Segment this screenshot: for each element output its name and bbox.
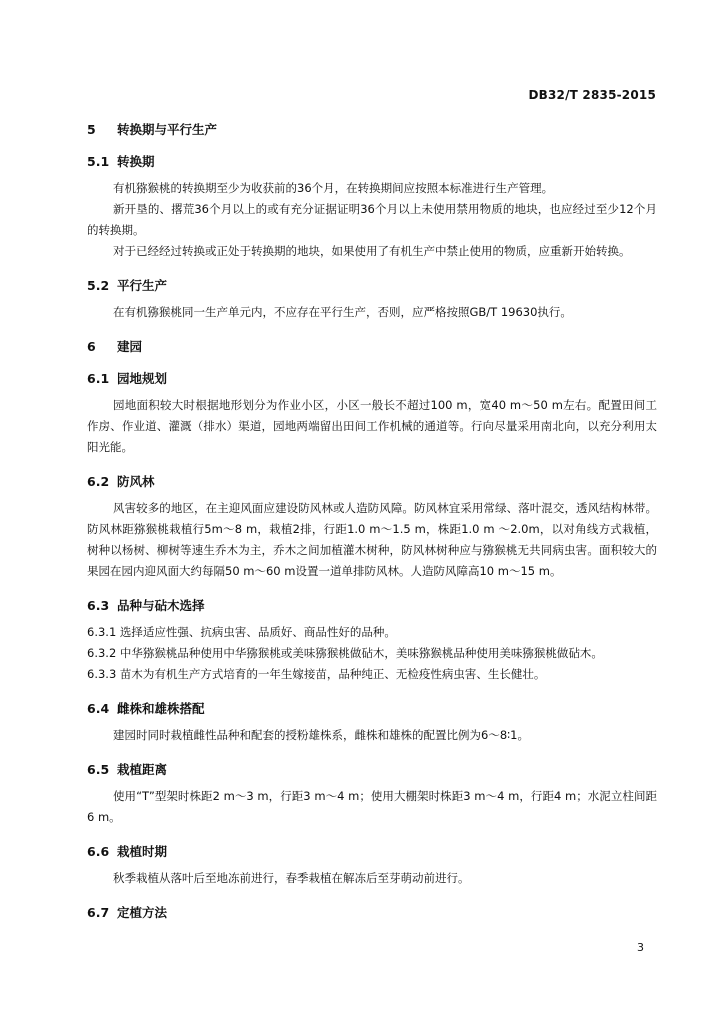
paragraph: 园地面积较大时根据地形划分为作业小区，小区一般长不超过100 m，宽40 m～50 m左右。配置田间工作房、作业道、灌溉（排水）渠道，园地两端留出田间工作机械的通道等。行向尽量采用南北向，以充分利用太阳光能。 <box>87 398 657 454</box>
section-6-7-title: 定植方法 <box>117 905 168 920</box>
paragraph: 使用“T”型架时株距2 m～3 m，行距3 m～4 m；使用大棚架时株距3 m～4 m，行距4 m；水泥立柱间距6 m。 <box>87 789 657 824</box>
page-number: 3 <box>637 941 644 954</box>
document-code: DB32/T 2835-2015 <box>528 88 656 102</box>
list-item: 6.3.1 选择适应性强、抗病虫害、品质好、商品性好的品种。 <box>87 625 396 639</box>
section-5-2-number: 5.2 <box>87 278 110 293</box>
section-6-3-heading <box>87 596 657 614</box>
section-6-7-number: 6.7 <box>87 905 110 920</box>
section-6-5-number: 6.5 <box>87 762 110 777</box>
section-5-1-heading <box>87 152 657 170</box>
section-6-7-heading <box>87 903 657 921</box>
paragraph: 建园时同时栽植雌性品种和配套的授粉雄株系，雌株和雄株的配置比例为6～8∶1。 <box>113 728 529 742</box>
section-6-5-heading <box>87 760 657 778</box>
paragraph: 秋季栽植从落叶后至地冻前进行，春季栽植在解冻后至芽萌动前进行。 <box>113 871 470 885</box>
section-6-4-title: 雌株和雄株搭配 <box>117 701 205 716</box>
section-5-2-heading <box>87 276 657 294</box>
document-body <box>87 120 657 929</box>
section-6-number: 6 <box>87 339 96 354</box>
section-5-2-title: 平行生产 <box>117 278 168 293</box>
section-6-1-heading <box>87 369 657 387</box>
section-6-1-number: 6.1 <box>87 371 110 386</box>
section-6-2-number: 6.2 <box>87 474 110 489</box>
section-6-6-title: 栽植时期 <box>117 844 168 859</box>
section-6-2-heading <box>87 472 657 490</box>
section-6-heading <box>87 337 657 355</box>
section-6-3-number: 6.3 <box>87 598 110 613</box>
section-6-4-heading <box>87 699 657 717</box>
section-6-3-title: 品种与砧木选择 <box>117 598 205 613</box>
paragraph: 对于已经经过转换或正处于转换期的地块，如果使用了有机生产中禁止使用的物质，应重新开始转换。 <box>113 244 631 258</box>
section-5-title: 转换期与平行生产 <box>117 122 218 137</box>
paragraph: 新开垦的、撂荒36个月以上的或有充分证据证明36个月以上未使用禁用物质的地块，也应经过至少12个月的转换期。 <box>87 202 657 237</box>
section-5-heading <box>87 120 657 138</box>
section-5-1-number: 5.1 <box>87 154 110 169</box>
section-6-title: 建园 <box>117 339 143 354</box>
section-5-1-title: 转换期 <box>117 154 155 169</box>
section-6-1-title: 园地规划 <box>117 371 168 386</box>
paragraph: 有机猕猴桃的转换期至少为收获前的36个月，在转换期间应按照本标准进行生产管理。 <box>113 181 554 195</box>
paragraph: 风害较多的地区，在主迎风面应建设防风林或人造防风障。防风林宜采用常绿、落叶混交，透风结构林带。防风林距猕猴桃栽植行5m～8 m，栽植2排，行距1.0 m～1.5 m，株距1.0 m ～2.0m，以对角线方式栽植，树种以杨树、柳树等速生乔木为主，乔木之间加植灌木树种，防风林树种应与猕猴桃无共同病虫害。面积较大的果园在园内迎风面大约每隔50 m～60 m设置一道单排防风林。人造防风障高10 m～15 m。 <box>87 501 657 578</box>
section-6-6-heading <box>87 842 657 860</box>
list-item: 6.3.2 中华猕猴桃品种使用中华猕猴桃或美味猕猴桃做砧木，美味猕猴桃品种使用美味猕猴桃做砧木。 <box>87 646 603 660</box>
section-5-number: 5 <box>87 122 96 137</box>
section-6-4-number: 6.4 <box>87 701 110 716</box>
paragraph: 在有机猕猴桃同一生产单元内，不应存在平行生产，否则，应严格按照GB/T 19630执行。 <box>113 305 572 319</box>
section-6-2-title: 防风林 <box>117 474 155 489</box>
section-6-6-number: 6.6 <box>87 844 110 859</box>
section-6-5-title: 栽植距离 <box>117 762 168 777</box>
list-item: 6.3.3 苗木为有机生产方式培育的一年生嫁接苗，品种纯正、无检疫性病虫害、生长健壮。 <box>87 667 546 681</box>
